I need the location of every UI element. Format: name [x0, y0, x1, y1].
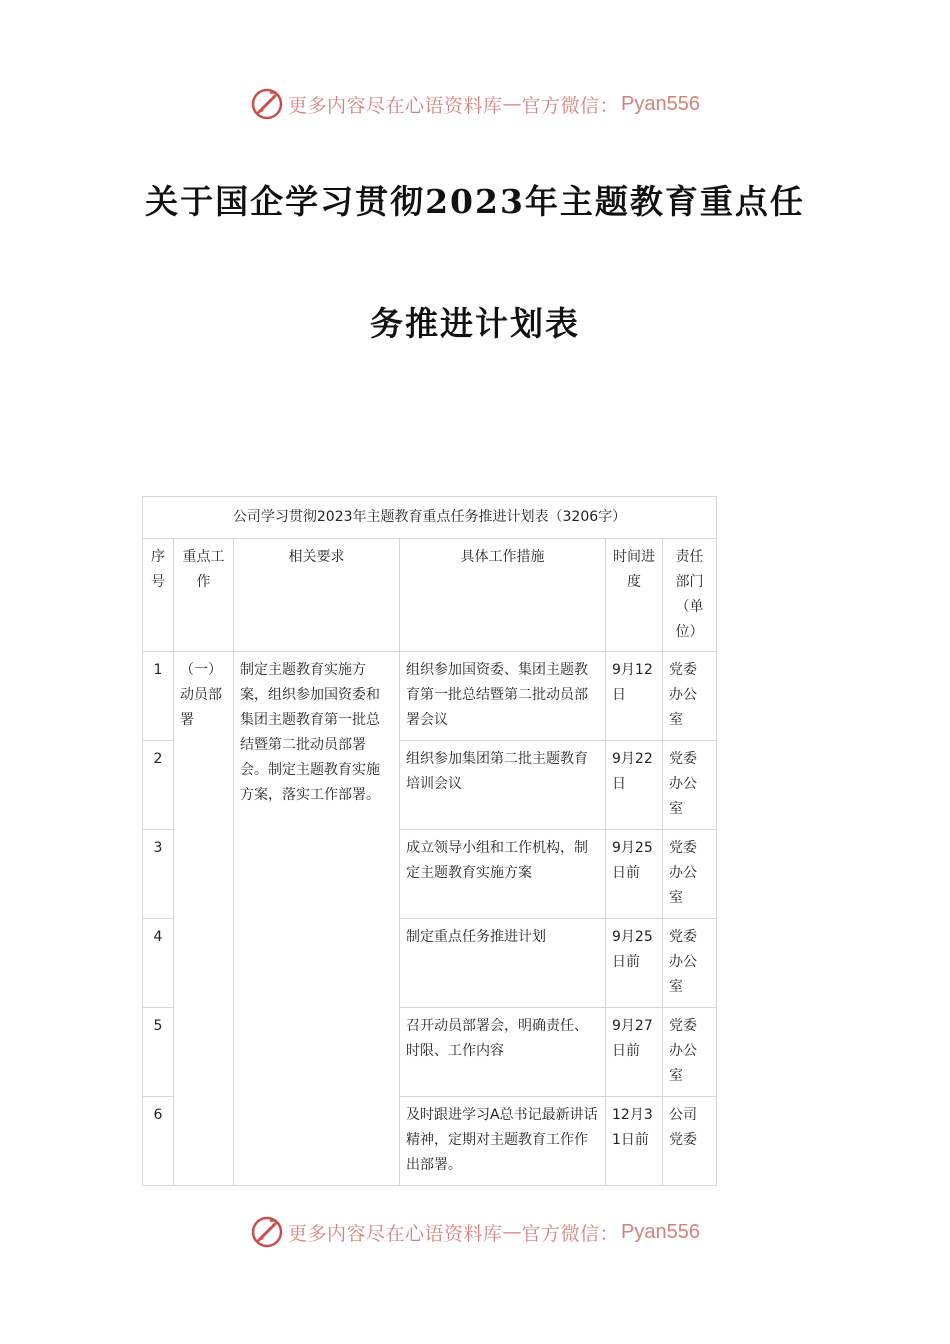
plan-table — [142, 496, 717, 1186]
row-owner: 党委办公室 — [663, 652, 717, 741]
row-seq: 5 — [143, 1008, 174, 1097]
table-row — [143, 652, 717, 741]
banner-wechat-label: 官方微信： — [521, 94, 620, 117]
row-measure: 组织参加国资委、集团主题教育第一批总结暨第二批动员部署会议 — [400, 652, 606, 741]
row-time: 12月31日前 — [606, 1097, 663, 1186]
row-seq: 3 — [143, 830, 174, 919]
header-measure: 具体工作措施 — [400, 539, 606, 652]
banner-wechat-id: Pyan556 — [621, 92, 700, 115]
row-measure: 组织参加集团第二批主题教育培训会议 — [400, 741, 606, 830]
table-header-row — [143, 539, 717, 652]
table-caption-row — [143, 497, 717, 539]
row-measure: 制定重点任务推进计划 — [400, 919, 606, 1008]
header-time: 时间进度 — [606, 539, 663, 652]
row-time: 9月22日 — [606, 741, 663, 830]
table-caption: 公司学习贯彻2023年主题教育重点任务推进计划表（3206字） — [143, 497, 717, 539]
pen-logo-icon — [250, 87, 284, 121]
banner-text: 更多内容尽在心语资料库 — [288, 94, 503, 117]
banner-wechat-id: Pyan556 — [621, 1220, 700, 1243]
row-time: 9月25日前 — [606, 830, 663, 919]
banner-separator: — — [502, 93, 522, 115]
row-seq: 6 — [143, 1097, 174, 1186]
row-owner: 党委办公室 — [663, 830, 717, 919]
watermark-banner-bottom — [0, 1212, 950, 1252]
watermark-banner-top — [0, 84, 950, 124]
row-measure: 成立领导小组和工作机构，制定主题教育实施方案 — [400, 830, 606, 919]
document-title-line2: 务推进计划表 — [370, 304, 580, 343]
row-owner: 党委办公室 — [663, 741, 717, 830]
pen-logo-icon — [250, 1215, 284, 1249]
header-requirement: 相关要求 — [234, 539, 400, 652]
requirement-cell: 制定主题教育实施方案，组织参加国资委和集团主题教育第一批总结暨第二批动员部署会。制定主题教育实施方案，落实工作部署。 — [234, 652, 400, 1186]
row-owner: 公司党委 — [663, 1097, 717, 1186]
row-measure: 召开动员部署会，明确责任、时限、工作内容 — [400, 1008, 606, 1097]
row-measure: 及时跟进学习A总书记最新讲话精神，定期对主题教育工作作出部署。 — [400, 1097, 606, 1186]
row-seq: 1 — [143, 652, 174, 741]
key-work-cell: （一）动员部署 — [174, 652, 234, 1186]
banner-text: 更多内容尽在心语资料库 — [288, 1222, 503, 1245]
row-seq: 4 — [143, 919, 174, 1008]
header-key-work: 重点工作 — [174, 539, 234, 652]
row-time: 9月25日前 — [606, 919, 663, 1008]
row-owner: 党委办公室 — [663, 1008, 717, 1097]
banner-wechat-label: 官方微信： — [521, 1222, 620, 1245]
row-time: 9月27日前 — [606, 1008, 663, 1097]
header-seq: 序号 — [143, 539, 174, 652]
row-owner: 党委办公室 — [663, 919, 717, 1008]
header-owner: 责任部门（单位） — [663, 539, 717, 652]
row-time: 9月12日 — [606, 652, 663, 741]
document-title-line1: 关于国企学习贯彻2023年主题教育重点任 — [145, 182, 805, 221]
banner-separator: — — [502, 1221, 522, 1243]
row-seq: 2 — [143, 741, 174, 830]
